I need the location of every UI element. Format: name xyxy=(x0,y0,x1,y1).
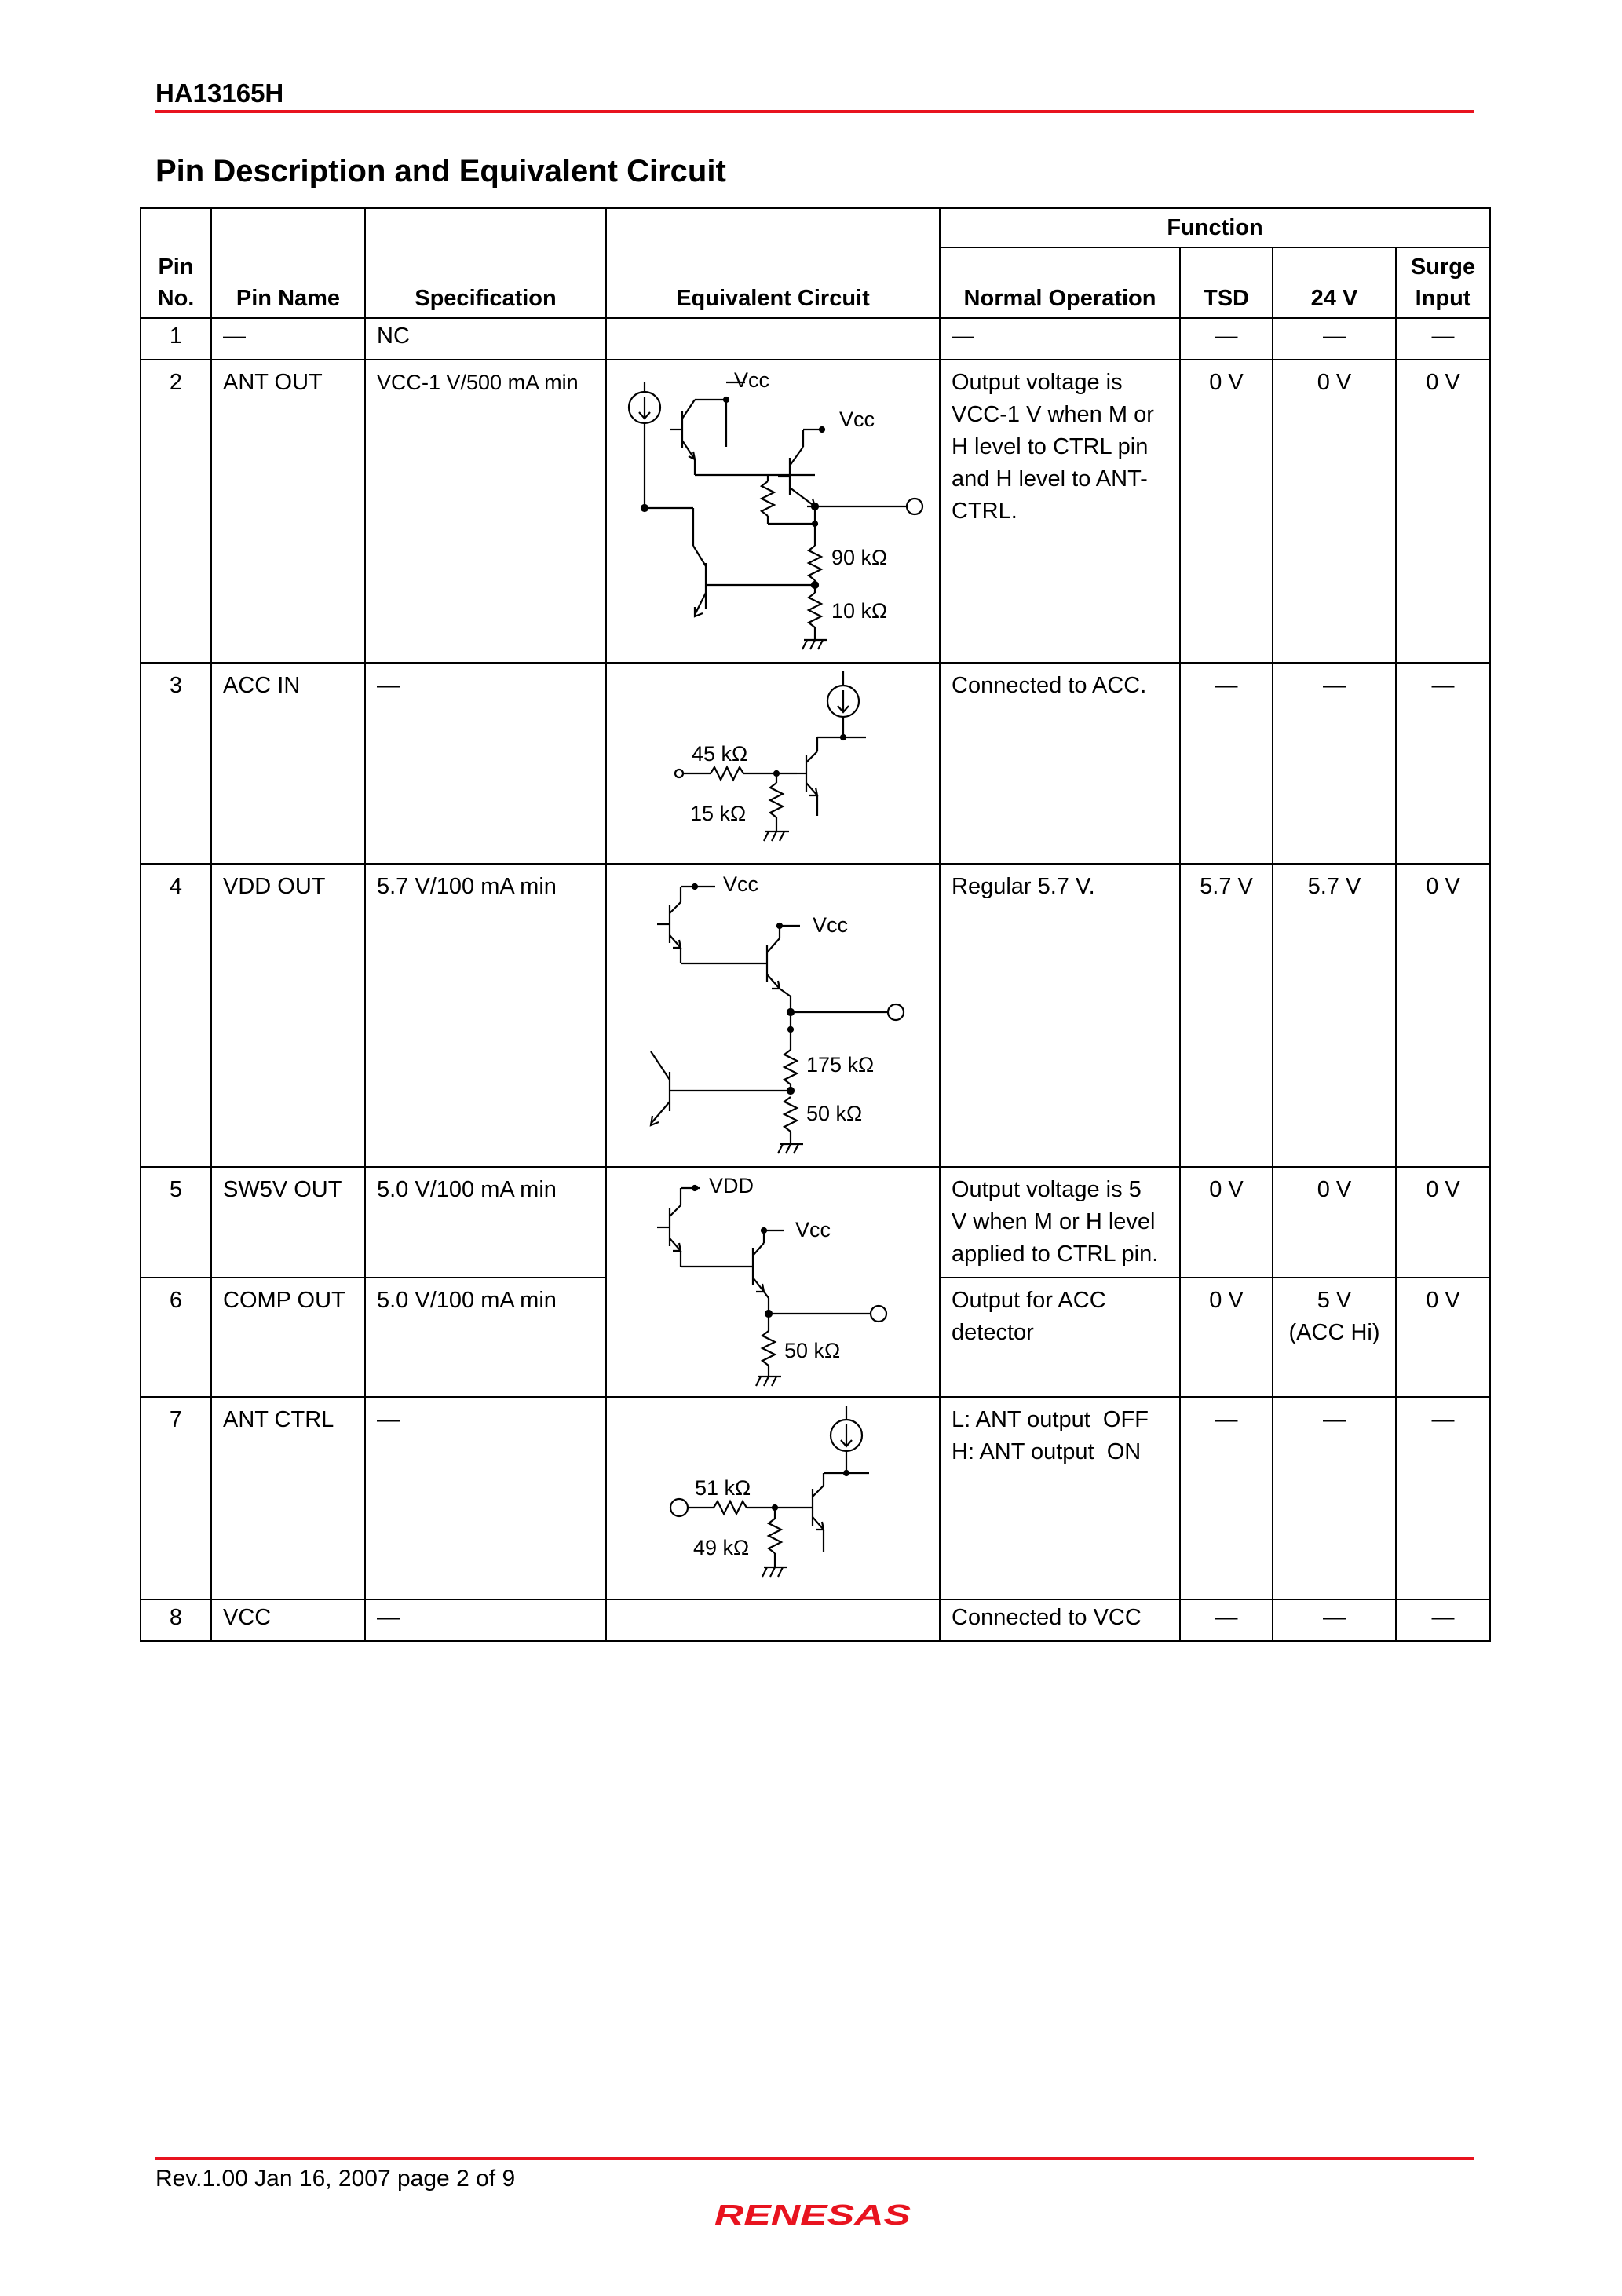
vcc-label: Vcc xyxy=(813,913,849,937)
surge-value: 0 V xyxy=(1396,1167,1490,1278)
pin-specification: 5.0 V/100 mA min xyxy=(365,1278,606,1397)
ant-ctrl-circuit-diagram xyxy=(607,1398,941,1600)
pin-number: 6 xyxy=(141,1278,211,1397)
pin-description-table xyxy=(140,207,1491,1642)
tsd-value: 0 V xyxy=(1180,1278,1273,1397)
header-equivalent-circuit: Equivalent Circuit xyxy=(606,208,940,318)
normal-operation: — xyxy=(940,318,1180,360)
header-function: Function xyxy=(940,208,1490,247)
equivalent-circuit-empty xyxy=(606,1600,940,1641)
pin-name: ACC IN xyxy=(211,663,365,864)
pin-specification: 5.7 V/100 mA min xyxy=(365,864,606,1167)
surge-value: 0 V xyxy=(1396,864,1490,1167)
pin-specification: NC xyxy=(365,318,606,360)
header-pin-name: Pin Name xyxy=(211,208,365,318)
resistor-label: 175 kΩ xyxy=(806,1053,875,1077)
vcc-label: Vcc xyxy=(795,1218,831,1241)
equivalent-circuit-ant-out xyxy=(606,360,940,663)
resistor-label: 90 kΩ xyxy=(831,546,888,569)
tsd-value: 0 V xyxy=(1180,1167,1273,1278)
pin-name: — xyxy=(211,318,365,360)
table-row xyxy=(141,864,1490,1167)
surge-value: — xyxy=(1396,1397,1490,1600)
pin-name: ANT OUT xyxy=(211,360,365,663)
pin-specification: VCC-1 V/500 mA min xyxy=(365,360,606,663)
v24-value: 0 V xyxy=(1273,1167,1396,1278)
vcc-label: Vcc xyxy=(839,408,875,431)
vcc-label: Vcc xyxy=(723,872,759,896)
pin-number: 5 xyxy=(141,1167,211,1278)
pin-name: VCC xyxy=(211,1600,365,1641)
pin-specification: — xyxy=(365,663,606,864)
header-rule xyxy=(155,110,1474,113)
pin-name: VDD OUT xyxy=(211,864,365,1167)
normal-operation: Connected to ACC. xyxy=(940,663,1180,864)
v24-value: 5.7 V xyxy=(1273,864,1396,1167)
tsd-value: — xyxy=(1180,1397,1273,1600)
renesas-logo xyxy=(711,2195,915,2234)
header-surge-input: Surge Input xyxy=(1396,247,1490,318)
pin-number: 4 xyxy=(141,864,211,1167)
header-pin-no: Pin No. xyxy=(141,208,211,318)
resistor-label: 45 kΩ xyxy=(692,742,748,766)
tsd-value: 0 V xyxy=(1180,360,1273,663)
resistor-label: 50 kΩ xyxy=(784,1339,841,1362)
header-normal-operation: Normal Operation xyxy=(940,247,1180,318)
surge-value: 0 V xyxy=(1396,360,1490,663)
normal-operation: Output voltage is 5 V when M or H level applied to CTRL pin. xyxy=(940,1167,1180,1278)
v24-value: — xyxy=(1273,1397,1396,1600)
tsd-value: — xyxy=(1180,663,1273,864)
table-row xyxy=(141,1397,1490,1600)
v24-value: — xyxy=(1273,1600,1396,1641)
tsd-value: — xyxy=(1180,318,1273,360)
vdd-label: VDD xyxy=(709,1174,754,1197)
pin-number: 1 xyxy=(141,318,211,360)
v24-value: — xyxy=(1273,318,1396,360)
equivalent-circuit-ant-ctrl xyxy=(606,1397,940,1600)
pin-name: COMP OUT xyxy=(211,1278,365,1397)
table-row xyxy=(141,360,1490,663)
surge-value: — xyxy=(1396,663,1490,864)
section-title: Pin Description and Equivalent Circuit xyxy=(155,154,726,188)
pin-specification: 5.0 V/100 mA min xyxy=(365,1167,606,1278)
resistor-label: 10 kΩ xyxy=(831,599,888,623)
vdd-out-circuit-diagram xyxy=(607,865,941,1168)
resistor-label: 50 kΩ xyxy=(806,1102,863,1125)
tsd-value: — xyxy=(1180,1600,1273,1641)
ant-out-circuit-diagram xyxy=(607,360,941,664)
tsd-value: 5.7 V xyxy=(1180,864,1273,1167)
pin-number: 3 xyxy=(141,663,211,864)
surge-value: 0 V xyxy=(1396,1278,1490,1397)
table-row xyxy=(141,663,1490,864)
equivalent-circuit-sw5v-comp-out xyxy=(606,1167,940,1397)
v24-value: 0 V xyxy=(1273,360,1396,663)
pin-number: 7 xyxy=(141,1397,211,1600)
table-row xyxy=(141,318,1490,360)
normal-operation: Output for ACC detector xyxy=(940,1278,1180,1397)
table-row xyxy=(141,1600,1490,1641)
pin-number: 8 xyxy=(141,1600,211,1641)
resistor-label: 51 kΩ xyxy=(695,1476,751,1500)
normal-operation: Connected to VCC xyxy=(940,1600,1180,1641)
surge-value: — xyxy=(1396,318,1490,360)
footer-revision: Rev.1.00 Jan 16, 2007 page 2 of 9 xyxy=(155,2166,516,2192)
pin-name: SW5V OUT xyxy=(211,1167,365,1278)
equivalent-circuit-acc-in xyxy=(606,663,940,864)
resistor-label: 49 kΩ xyxy=(693,1536,750,1559)
document-code: HA13165H xyxy=(155,79,284,108)
pin-specification: — xyxy=(365,1600,606,1641)
header-tsd: TSD xyxy=(1180,247,1273,318)
footer-rule xyxy=(155,2157,1474,2160)
header-24v: 24 V xyxy=(1273,247,1396,318)
pin-number: 2 xyxy=(141,360,211,663)
table-row xyxy=(141,1167,1490,1278)
surge-value: — xyxy=(1396,1600,1490,1641)
pin-specification: — xyxy=(365,1397,606,1600)
normal-operation: L: ANT output OFF H: ANT output ON xyxy=(940,1397,1180,1600)
sw5v-comp-out-circuit-diagram xyxy=(607,1168,941,1389)
v24-value: — xyxy=(1273,663,1396,864)
header-specification: Specification xyxy=(365,208,606,318)
equivalent-circuit-vdd-out xyxy=(606,864,940,1167)
normal-operation: Output voltage is VCC-1 V when M or H level to CTRL pin and H level to ANT- CTRL. xyxy=(940,360,1180,663)
pin-name: ANT CTRL xyxy=(211,1397,365,1600)
equivalent-circuit-empty xyxy=(606,318,940,360)
svg-text:RENESAS: RENESAS xyxy=(714,2199,911,2231)
acc-in-circuit-diagram xyxy=(607,664,941,865)
normal-operation: Regular 5.7 V. xyxy=(940,864,1180,1167)
v24-value: 5 V (ACC Hi) xyxy=(1273,1278,1396,1397)
resistor-label: 15 kΩ xyxy=(690,802,747,825)
vcc-label: Vcc xyxy=(734,368,770,392)
